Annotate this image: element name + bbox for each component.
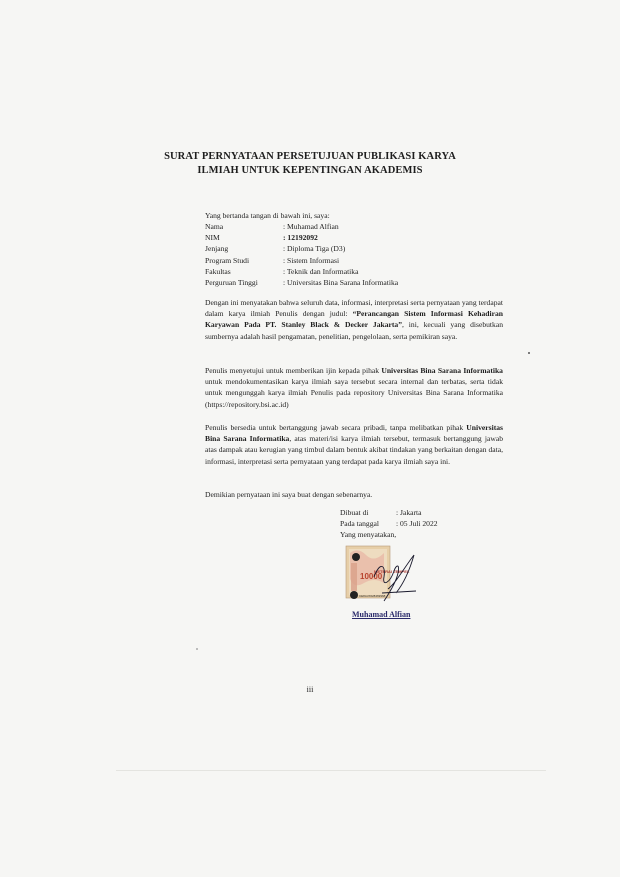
- identity-row-faculty: [205, 266, 398, 277]
- identity-label: NIM: [205, 233, 220, 243]
- identity-label: Program Studi: [205, 255, 250, 265]
- paragraph-text: Dengan ini menyatakan bahwa seluruh data, informasi, interpretasi serta pernyataan yang terdapat dalam karya ilmiah Penulis dengan judul:: [205, 298, 503, 319]
- title-line-2: ILMIAH UNTUK KEPENTINGAN AKADEMIS: [197, 165, 423, 176]
- stamp-label: METERAI TEMPEL: [374, 569, 410, 574]
- closing-paragraph: Demikian pernyataan ini saya buat dengan sebenarnya.: [205, 490, 373, 499]
- thesis-title: “Perancangan Sistem Informasi Kehadiran Karyawan Pada PT. Stanley Black & Decker Jakarta”: [205, 309, 503, 330]
- identity-row-program: [205, 255, 398, 266]
- scan-shadow-line: [116, 770, 546, 771]
- identity-label: Fakultas: [205, 266, 231, 276]
- signature-block: [340, 507, 438, 541]
- statement-text: Yang menyatakan,: [340, 530, 397, 540]
- title-line-1: SURAT PERNYATAAN PERSETUJUAN PUBLIKASI KARYA: [164, 151, 456, 162]
- page-number: iii: [306, 685, 314, 694]
- identity-table: [205, 221, 398, 288]
- made-at-row: [340, 507, 438, 518]
- declaration-paragraph: [205, 297, 503, 342]
- permission-paragraph: [205, 365, 503, 410]
- identity-value: : Muhamad Alfian: [283, 222, 339, 231]
- stamp-hologram-dot: [350, 591, 358, 599]
- paragraph-text: Penulis menyetujui untuk memberikan ijin kepada pihak: [205, 366, 382, 375]
- scan-speck: [528, 352, 530, 354]
- identity-value: : Diploma Tiga (D3): [283, 244, 346, 254]
- identity-value: : 12192092: [283, 233, 318, 243]
- meterai-stamp-signature: [344, 543, 424, 605]
- document-title: [150, 150, 470, 178]
- identity-row-university: [205, 277, 398, 288]
- university-name: Universitas Bina Sarana Informatika: [381, 366, 503, 375]
- university-name: Universitas Bina Sarana Informatika: [205, 423, 503, 444]
- stamp-code: CE8AJX628469968: [359, 594, 386, 598]
- paragraph-text: Penulis bersedia untuk bertanggung jawab secara pribadi, tanpa melibatkan pihak: [205, 423, 467, 432]
- stamp-hologram-dot: [352, 553, 360, 561]
- identity-value: : Sistem Informasi: [283, 255, 340, 265]
- made-at-value: : Jakarta: [396, 508, 422, 517]
- date-row: [340, 518, 438, 529]
- stamp-value: 10000: [360, 572, 383, 581]
- date-label: Pada tanggal: [340, 519, 380, 529]
- paragraph-text: untuk mendokumentasikan karya ilmiah saya tersebut secara internal dan terbatas, serta tidak untuk mengunggah karya ilmiah Penulis pada repository Universitas Bina Sarana Informatika (https://repository.bsi.ac.id): [205, 377, 503, 409]
- made-at-label: Dibuat di: [340, 508, 369, 517]
- identity-row-name: [205, 221, 398, 232]
- identity-row-level: [205, 243, 398, 254]
- stamp-sidebar: [351, 563, 357, 591]
- identity-label: Nama: [205, 222, 224, 231]
- responsibility-paragraph: [205, 422, 503, 467]
- scan-speck: [196, 648, 198, 650]
- identity-value: : Universitas Bina Sarana Informatika: [283, 278, 399, 288]
- identity-value: : Teknik dan Informatika: [283, 266, 359, 276]
- identity-label: Perguruan Tinggi: [205, 278, 258, 288]
- date-value: : 05 Juli 2022: [396, 519, 438, 529]
- intro-text: Yang bertanda tangan di bawah ini, saya:: [205, 211, 330, 220]
- identity-label: Jenjang: [205, 244, 229, 254]
- signatory-name: Muhamad Alfian: [352, 610, 411, 619]
- paragraph-text: , atas materi/isi karya ilmiah tersebut, termasuk bertanggung jawab atas dampak atau kerugian yang timbul dalam bentuk akibat tindakan yang berkaitan dengan data, informasi, interpretasi serta pernyataan yang terdapat pada karya ilmiah saya ini.: [205, 434, 503, 466]
- paragraph-text: , ini, kecuali yang disebutkan sumbernya adalah hasil pengamatan, penelitian, pengelolaan, serta pemikiran saya.: [205, 320, 503, 341]
- identity-row-nim: [205, 232, 398, 243]
